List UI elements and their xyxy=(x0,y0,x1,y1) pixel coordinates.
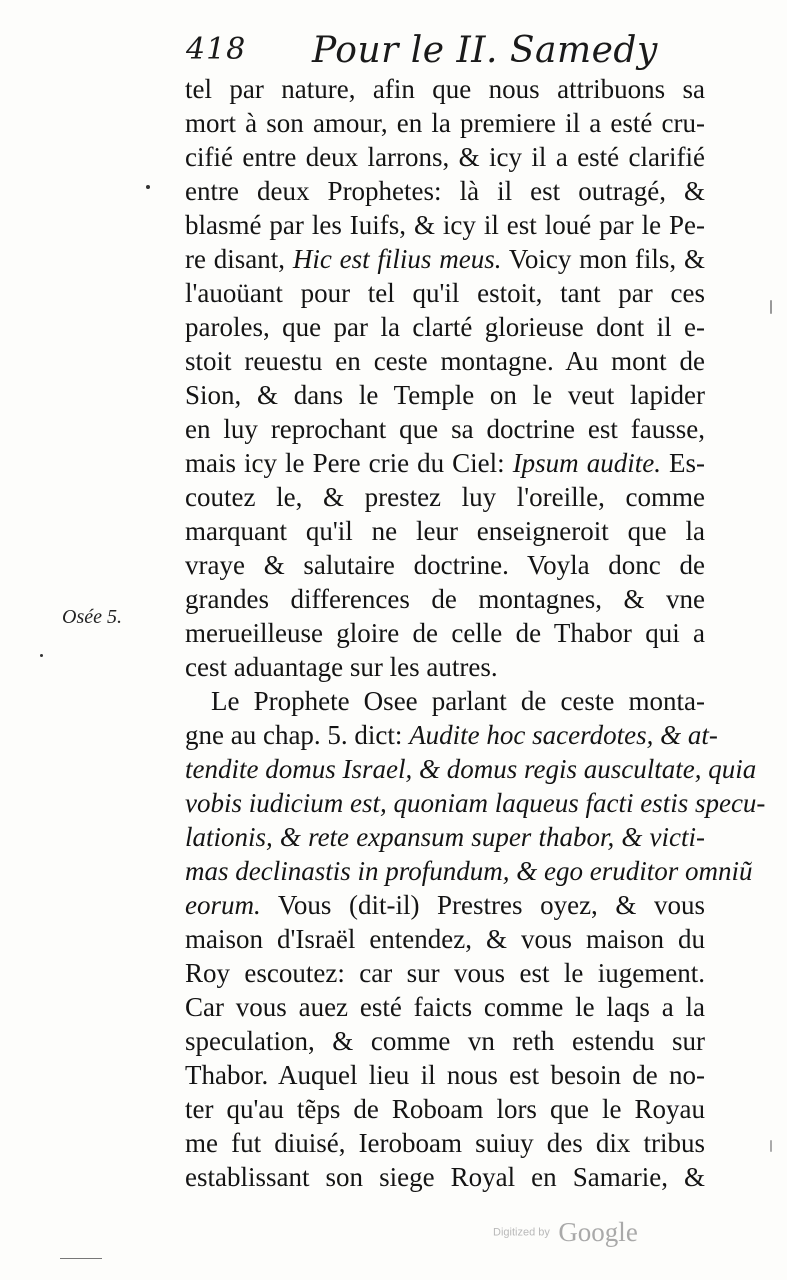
text-fragment: Voicy mon fils, & xyxy=(501,244,705,274)
text-line: marquant qu'il ne leur enseigneroit que la xyxy=(185,516,705,546)
text-fragment: Es- xyxy=(660,448,705,478)
text-line: Le Prophete Osee parlant de ceste monta- xyxy=(211,686,705,716)
text-fragment: re disant, xyxy=(185,244,293,274)
running-title: Pour le II. Samedy xyxy=(312,30,658,71)
scan-speck xyxy=(146,185,150,189)
text-line: blasmé par les Iuifs, & icy il est loué par le Pe- xyxy=(185,210,705,240)
text-line: mort à son amour, en la premiere il a esté cru- xyxy=(185,108,705,138)
text-line: Car vous auez esté faicts comme le laqs a la xyxy=(185,992,705,1022)
scan-speck xyxy=(770,1140,772,1152)
margin-note: Osée 5. xyxy=(62,606,122,628)
text-line: lationis, & rete expansum super thabor, & victi- xyxy=(185,822,705,852)
text-fragment: mais icy le Pere crie du Ciel: xyxy=(185,448,513,478)
text-line: en luy reprochant que sa doctrine est fausse, xyxy=(185,414,705,444)
text-line: vraye & salutaire doctrine. Voyla donc de xyxy=(185,550,705,580)
text-line: coutez le, & prestez luy l'oreille, comme xyxy=(185,482,705,512)
scan-speck xyxy=(770,300,772,314)
text-line: tendite domus Israel, & domus regis auscultate, quia xyxy=(185,754,757,784)
text-line: Thabor. Auquel lieu il nous est besoin de no- xyxy=(185,1060,705,1090)
text-line xyxy=(185,888,705,922)
scan-speck xyxy=(40,654,43,657)
text-line: maison d'Israël entendez, & vous maison du xyxy=(185,924,705,954)
page-number: 418 xyxy=(186,32,247,67)
latin-quote: Ipsum audite. xyxy=(512,448,661,478)
text-fragment: gne au chap. 5. dict: xyxy=(185,720,410,750)
text-line: entre deux Prophetes: là il est outragé, & xyxy=(185,176,705,206)
text-line: stoit reuestu en ceste montagne. Au mont de xyxy=(185,346,705,376)
text-line: cest aduantage sur les autres. xyxy=(185,652,498,682)
text-line: Sion, & dans le Temple on le veut lapider xyxy=(185,380,705,410)
latin-quote: Hic est filius meus. xyxy=(292,244,502,274)
digitized-by-watermark xyxy=(493,1217,638,1248)
running-head xyxy=(186,30,706,74)
text-line: establissant son siege Royal en Samarie, & xyxy=(185,1162,705,1192)
text-line: Roy escoutez: car sur vous est le iugement. xyxy=(185,958,705,988)
body-text xyxy=(185,72,766,1194)
text-line: me fut diuisé, Ieroboam suiuy des dix tribus xyxy=(185,1128,705,1158)
text-line: ter qu'au tẽps de Roboam lors que le Royau xyxy=(185,1094,705,1124)
text-line: mas declinastis in profundum, & ego eruditor omniũ xyxy=(185,856,753,886)
text-line xyxy=(185,242,705,276)
text-line: merueilleuse gloire de celle de Thabor qui a xyxy=(185,618,705,648)
text-line xyxy=(185,446,705,480)
text-fragment: Vous (dit-il) Prestres oyez, & vous xyxy=(260,890,705,920)
text-line: l'auoüant pour tel qu'il estoit, tant par ces xyxy=(185,278,705,308)
text-line: speculation, & comme vn reth estendu sur xyxy=(185,1026,705,1056)
text-line xyxy=(185,718,718,752)
text-line: paroles, que par la clarté glorieuse dont il e- xyxy=(185,312,705,342)
digitized-label: Digitized by xyxy=(493,1226,550,1239)
latin-quote: Audite hoc sacerdotes, & at- xyxy=(409,720,718,750)
footer-rule xyxy=(60,1258,102,1259)
latin-quote: eorum. xyxy=(185,890,261,920)
google-logo: Google xyxy=(558,1217,638,1247)
text-line: cifié entre deux larrons, & icy il a esté clarifié xyxy=(185,142,705,172)
text-line: tel par nature, afin que nous attribuons sa xyxy=(185,74,705,104)
text-line: vobis iudicium est, quoniam laqueus facti estis specu- xyxy=(185,788,766,818)
text-line: grandes differences de montagnes, & vne xyxy=(185,584,705,614)
